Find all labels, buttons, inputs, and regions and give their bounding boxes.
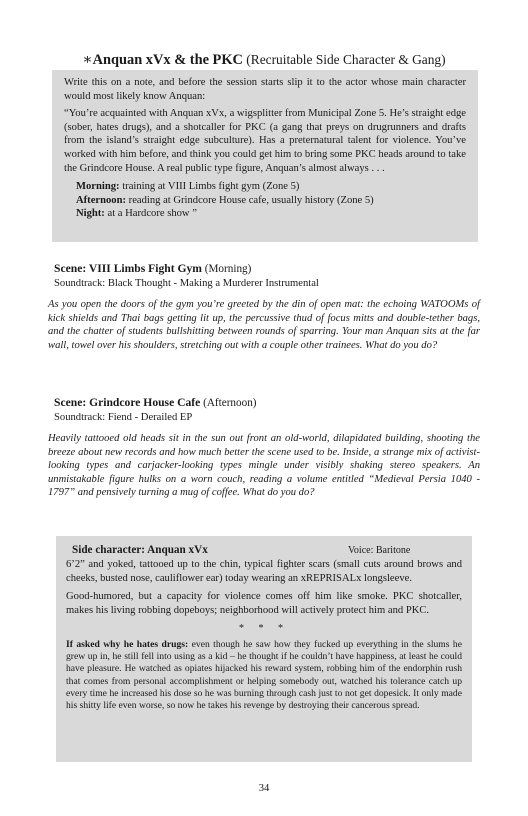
scene1-heading: Scene: VIII Limbs Fight Gym (Morning)	[54, 262, 252, 275]
scene2-heading: Scene: Grindcore House Cafe (Afternoon)	[54, 396, 257, 409]
asterisk-marker-icon: ∗	[82, 52, 93, 68]
schedule-list	[64, 180, 466, 221]
schedule-item-morning: Morning: training at VIII Limbs fight gym (Zone 5)	[76, 181, 300, 193]
scene2-soundtrack: Soundtrack: Fiend - Derailed EP	[54, 412, 193, 423]
title-name: Anquan xVx & the PKC	[92, 52, 243, 68]
section-divider: * * *	[239, 623, 289, 635]
title-subtitle: (Recruitable Side Character & Gang)	[246, 52, 446, 67]
scene2-text: Heavily tattooed old heads sit in the sun out front an old-world, dilapidated building, shooting the breeze about new records and how much better the scene used to be. Inside, a strange mix of activist-looking types and carjacker-looking types mingle under visibly shaking stereo speakers. An unmistakable figure hulks on a worn couch, reading a volume entitled “Medieval Persia 1040 - 1797” and pensively turning a mug of coffee. What do you do?	[48, 433, 480, 499]
page-title	[0, 52, 528, 68]
drugs-backstory: If asked why he hates drugs: even though he saw how they fucked up everything in the slums he grew up in, he still fell into using as a kid – he thought if he couldn’t have happiness, at least he could have pleasure. He watched as opiates hijacked his reward system, robbing him of the endorphin rush that comes from personal accomplishment or helping somebody out, watched his tolerance catch up every time he increased his dose so he was burning through cash just to not get dopesick. It only made his shitty life even worse, so now he takes his revenge by destroying their cancerous spread.	[66, 638, 462, 711]
scene1-soundtrack: Soundtrack: Black Thought - Making a Murderer Instrumental	[54, 278, 319, 289]
schedule-item-afternoon: Afternoon: reading at Grindcore House cafe, usually history (Zone 5)	[76, 194, 374, 206]
character-description: 6’2” and yoked, tattooed up to the chin, typical fighter scars (small cuts around brows and cheeks, busted nose, cauliflower ear) today wearing an xREPRISALx longsleeve.	[66, 559, 462, 584]
note-instructions: Write this on a note, and before the session starts slip it to the actor whose main character would most likely know Anquan:	[64, 77, 466, 102]
schedule-item-night: Night: at a Hardcore show ”	[76, 208, 197, 220]
note-box	[52, 70, 478, 242]
character-voice: Voice: Baritone	[348, 545, 411, 556]
page-number: 34	[258, 783, 270, 794]
character-heading: Side character: Anquan xVx	[72, 544, 208, 556]
note-quote: “You’re acquainted with Anquan xVx, a wigsplitter from Municipal Zone 5. He’s straight edge (sober, hates drugs), and a shotcaller for PKC (a gang that preys on drugrunners and drafts from the island’s straight edge subculture). Has a preternatural talent for violence. You’ve worked with him before, and think you could get him to bring some PKC heads around to take the Grindcore House. A real public type figure, Anquan’s almost always . . .	[64, 108, 466, 174]
character-personality: Good-humored, but a capacity for violence comes off him like smoke. PKC shotcaller, makes his living robbing dopeboys; neighborhood will actively protect him and PKC.	[66, 591, 462, 616]
scene1-text: As you open the doors of the gym you’re greeted by the din of open mat: the echoing WATOOMs of kick shields and Thai bags getting lit up, the percussive thud of focus mitts and double-tether bags, and the chatter of students bullshitting between rounds of sparring. Your man Anquan sits at the far wall, towel over his shoulders, stretching out with a couple other trainees. What do you do?	[48, 299, 480, 351]
character-box	[56, 536, 472, 762]
character-header	[66, 544, 462, 558]
